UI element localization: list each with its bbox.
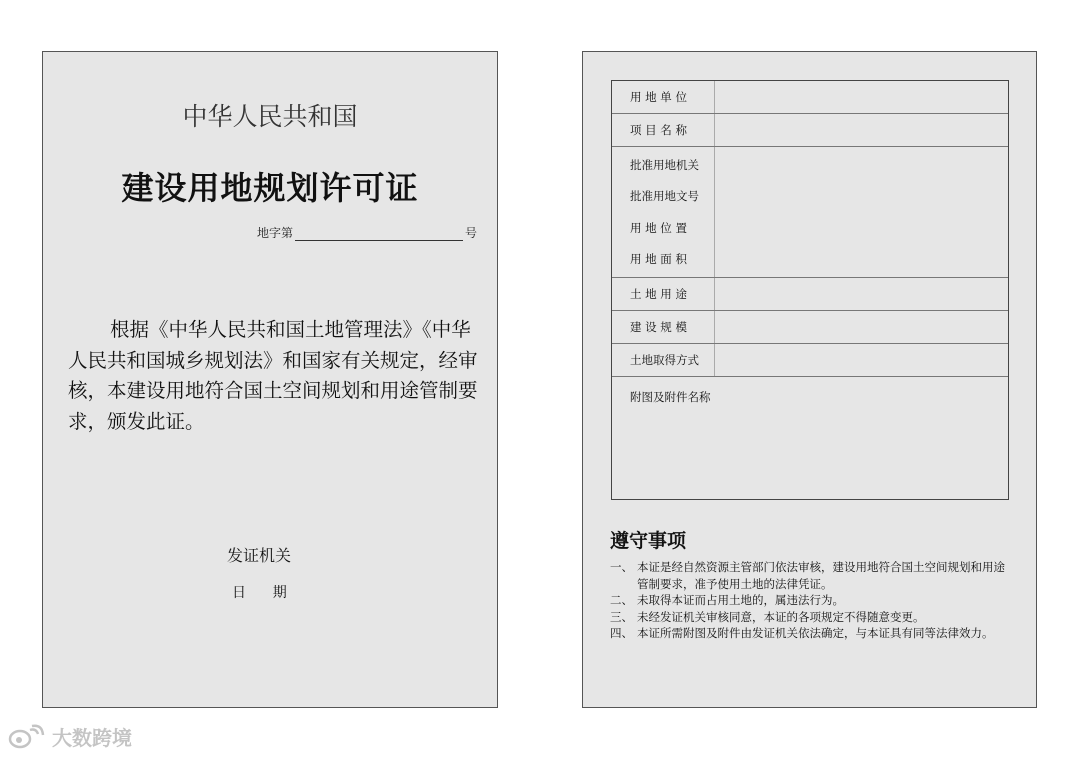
note-item xyxy=(610,609,1010,626)
row-value xyxy=(715,81,1008,113)
number-suffix: 号 xyxy=(465,226,478,240)
note-number: 三、 xyxy=(610,609,633,624)
certificate-body-text: 根据《中华人民共和国土地管理法》《中华人民共和国城乡规划法》和国家有关规定，经审核，本建设用地符合国土空间规划和用途管制要求，颁发此证。 xyxy=(68,318,478,433)
row-label: 建 设 规 模 xyxy=(612,311,715,343)
certificate-title: 建设用地规划许可证 xyxy=(121,169,419,207)
note-number: 一、 xyxy=(610,560,633,574)
note-text: 未经发证机关审核同意，本证的各项规定不得随意变更。 xyxy=(637,609,925,624)
table-row xyxy=(612,344,1008,377)
row-label: 土 地 用 途 xyxy=(612,278,715,310)
table-row xyxy=(612,278,1008,311)
table-row xyxy=(612,114,1008,147)
attachments-label: 附图及附件名称 xyxy=(630,390,711,404)
note-number: 二、 xyxy=(610,593,633,607)
attachments-row xyxy=(612,377,1008,499)
row-label: 用 地 面 积 xyxy=(630,252,687,267)
note-number: 四、 xyxy=(610,626,633,640)
table-row xyxy=(612,311,1008,344)
certificate-number-line xyxy=(257,224,477,241)
note-item xyxy=(610,625,1010,642)
row-value xyxy=(715,147,1008,277)
row-label: 项 目 名 称 xyxy=(612,114,715,146)
certificate-back-page xyxy=(582,51,1037,708)
row-label: 土地取得方式 xyxy=(612,344,715,376)
weibo-logo-icon xyxy=(8,724,48,750)
table-row xyxy=(612,147,1008,278)
note-text: 未取得本证而占用土地的，属违法行为。 xyxy=(637,593,844,607)
row-value xyxy=(715,278,1008,310)
row-value xyxy=(715,114,1008,146)
row-value xyxy=(715,311,1008,343)
watermark xyxy=(8,722,132,751)
country-name: 中华人民共和国 xyxy=(182,102,358,131)
issuer-label: 发证机关 xyxy=(227,546,292,565)
number-prefix: 地字第 xyxy=(257,226,294,240)
row-label-group xyxy=(612,147,715,277)
note-text: 本证所需附图及附件由发证机关依法确定，与本证具有同等法律效力。 xyxy=(637,626,994,640)
note-text: 本证是经自然资源主管部门依法审核，建设用地符合国土空间规划和用途管制要求，准予使用土地的法律凭证。 xyxy=(637,560,1005,591)
note-item xyxy=(610,592,1010,609)
notes-list xyxy=(610,559,1010,642)
row-label: 批准用地文号 xyxy=(630,189,699,204)
watermark-text: 大数跨境 xyxy=(52,726,132,750)
row-value xyxy=(715,344,1008,376)
info-table xyxy=(611,80,1009,500)
certificate-front-page xyxy=(42,51,498,708)
note-item xyxy=(610,559,1010,592)
row-label: 用 地 单 位 xyxy=(612,81,715,113)
number-blank xyxy=(295,228,463,241)
row-label: 批准用地机关 xyxy=(630,157,699,172)
notes-title: 遵守事项 xyxy=(610,530,687,552)
row-label: 用 地 位 置 xyxy=(630,220,687,235)
table-row xyxy=(612,81,1008,114)
date-label: 日 期 xyxy=(232,585,287,601)
